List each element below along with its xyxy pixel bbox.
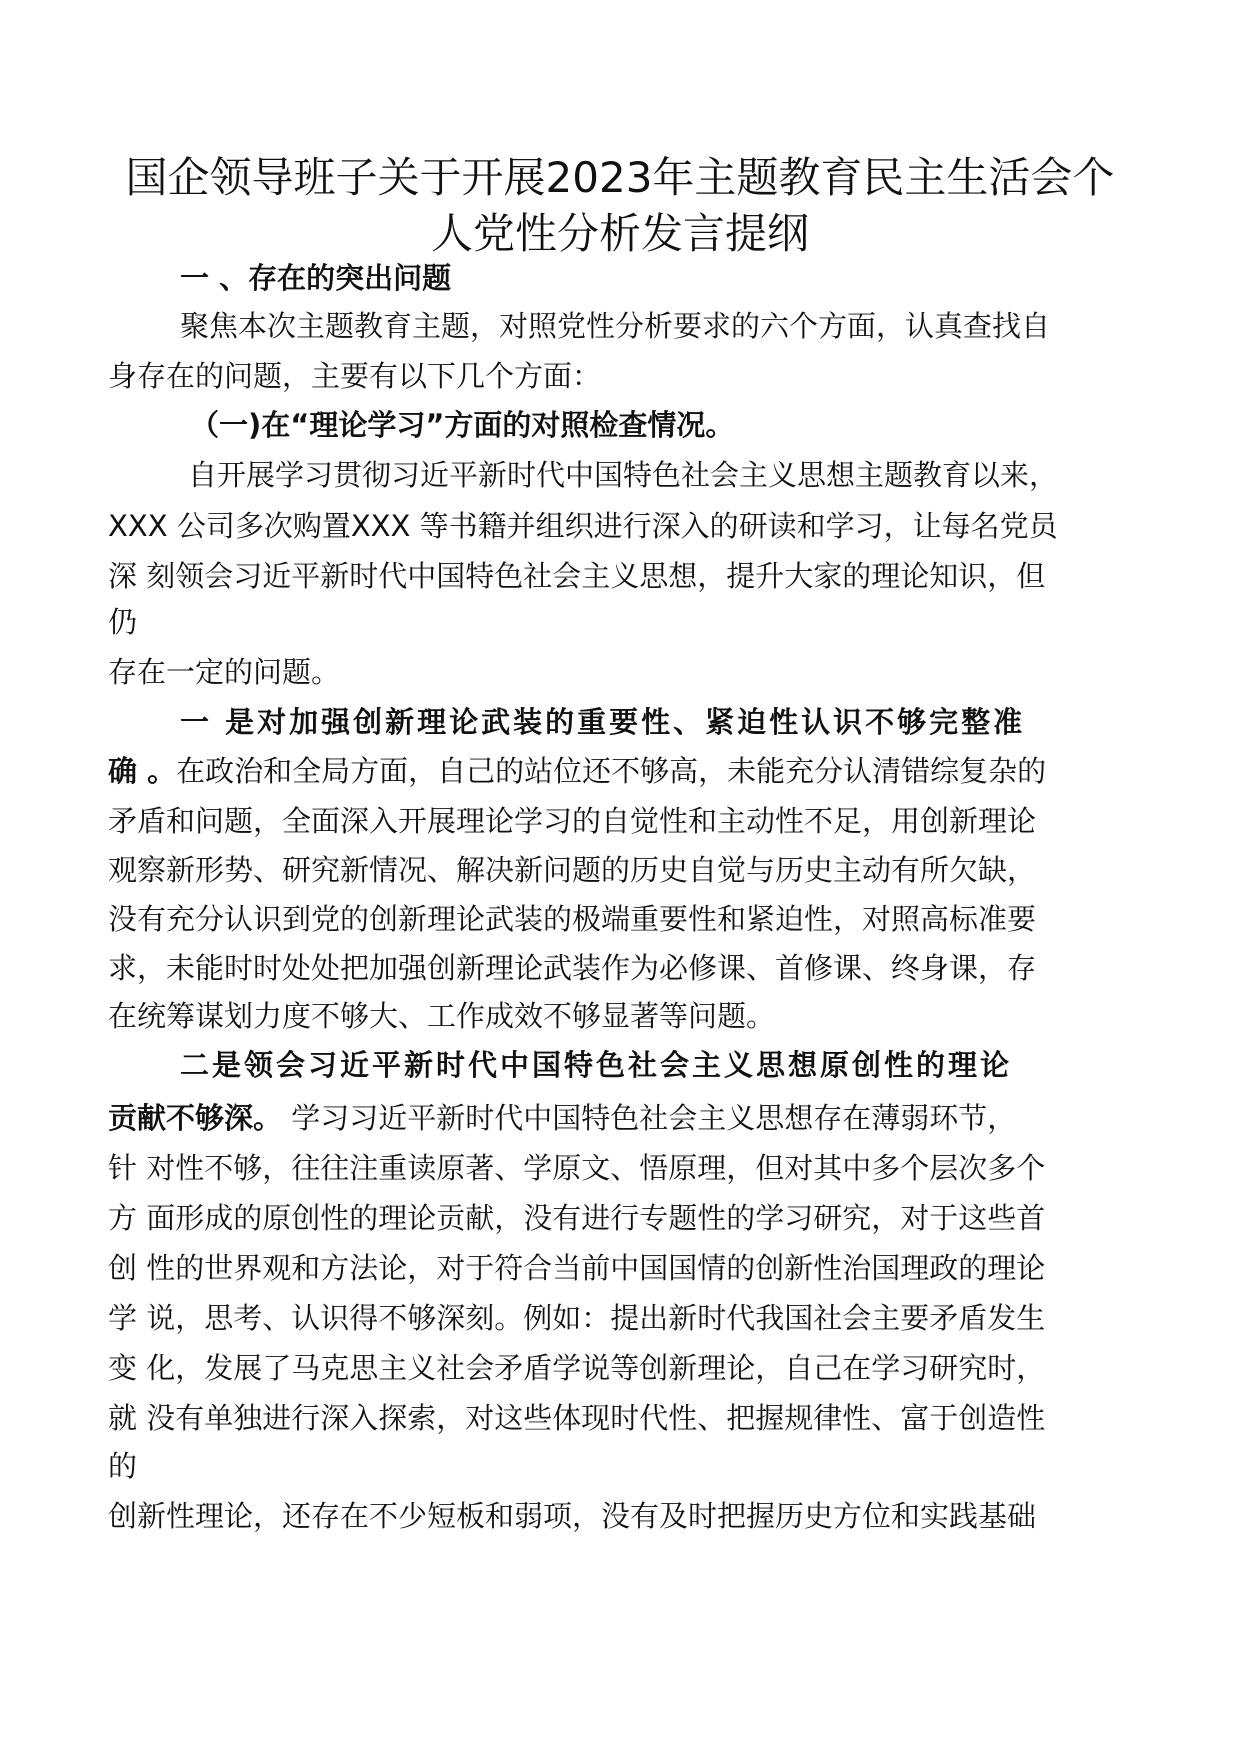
paragraph-text: 学习习近平新时代中国特色社会主义思想存在薄弱环节， — [282, 1101, 1017, 1135]
paragraph-line: 变 化，发展了马克思主义社会矛盾学说等创新理论，自己在学习研究时， — [108, 1351, 1046, 1385]
document-title — [100, 150, 1140, 262]
paragraph-line: 就 没有单独进行深入探索，对这些体现时代性、把握规律性、富于创造性 — [108, 1401, 1046, 1435]
paragraph-line: 深 刻领会习近平新时代中国特色社会主义思想，提升大家的理论知识，但 — [108, 559, 1046, 593]
title-line-1: 国企领导班子关于开展2023年主题教育民主生活会个 — [125, 153, 1115, 202]
paragraph-line — [108, 1098, 1016, 1138]
paragraph-line: 没有充分认识到党的创新理论武装的极端重要性和紧迫性，对照高标准要 — [108, 902, 1037, 936]
paragraph-line: 观察新形势、研究新情况、解决新问题的历史自觉与历史主动有所欠缺， — [108, 853, 1037, 887]
intro-line: 身存在的问题，主要有以下几个方面： — [108, 359, 602, 393]
paragraph-line — [108, 751, 1046, 791]
point-heading: 二是领会习近平新时代中国特色社会主义思想原创性的理论 — [180, 1048, 1013, 1082]
paragraph-line: 针 对性不够，往往注重读原著、学原文、悟原理，但对其中多个层次多个 — [108, 1151, 1046, 1185]
section-heading: 一 、存在的突出问题 — [180, 261, 452, 295]
paragraph-line: 创 性的世界观和方法论，对于符合当前中国国情的创新性治国理政的理论 — [108, 1251, 1046, 1285]
paragraph-line: 在统筹谋划力度不够大、工作成效不够显著等问题。 — [108, 999, 776, 1033]
paragraph-line: 仍 — [108, 605, 138, 639]
paragraph-line: 求，未能时时处处把加强创新理论武装作为必修课、首修课、终身课，存 — [108, 951, 1037, 985]
subsection-heading: （一)在“理论学习”方面的对照检查情况。 — [190, 408, 735, 442]
paragraph-line: 方 面形成的原创性的理论贡献，没有进行专题性的学习研究，对于这些首 — [108, 1201, 1046, 1235]
point-heading-tail: 贡献不够深。 — [108, 1101, 283, 1135]
paragraph-line: 自开展学习贯彻习近平新时代中国特色社会主义思想主题教育以来， — [188, 458, 1059, 492]
paragraph-line: 存在一定的问题。 — [108, 655, 341, 689]
intro-line: 聚焦本次主题教育主题，对照党性分析要求的六个方面，认真查找自 — [180, 309, 1051, 343]
point-heading-tail: 确 。 — [108, 754, 177, 788]
paragraph-line: 矛盾和问题，全面深入开展理论学习的自觉性和主动性不足，用创新理论 — [108, 804, 1037, 838]
paragraph-line: 的 — [108, 1449, 138, 1483]
paragraph-line: 创新性理论，还存在不少短板和弱项，没有及时把握历史方位和实践基础 — [108, 1499, 1037, 1533]
point-heading: 一 是对加强创新理论武装的重要性、紧迫性认识不够完整准 — [180, 705, 1026, 739]
paragraph-line: XXX 公司多次购置XXX 等书籍并组织进行深入的研读和学习，让每名党员 — [108, 509, 1058, 543]
paragraph-line: 学 说，思考、认识得不够深刻。例如：提出新时代我国社会主要矛盾发生 — [108, 1301, 1046, 1335]
paragraph-text: 在政治和全局方面，自己的站位还不够高，未能充分认清错综复杂的 — [176, 754, 1047, 788]
title-line-2: 人党性分析发言提纲 — [430, 209, 809, 258]
